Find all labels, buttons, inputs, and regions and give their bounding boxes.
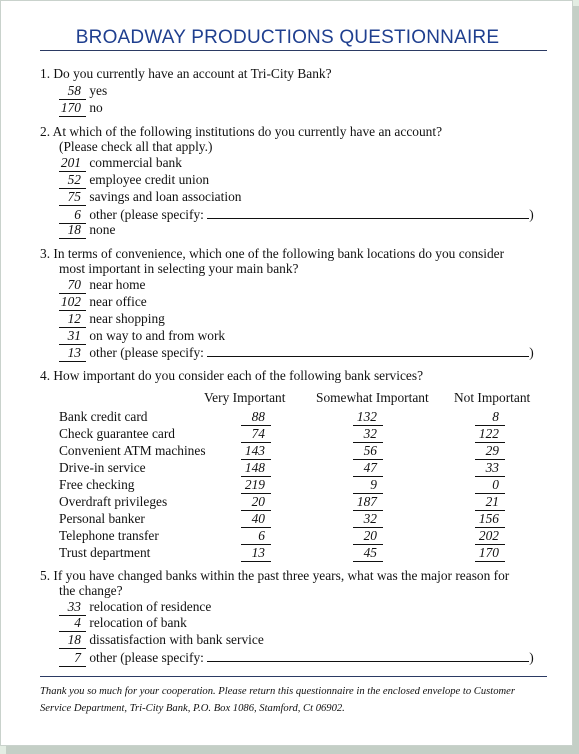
answer-count: 18 [59,222,86,239]
option-label: near home [89,277,146,292]
option-label: commercial bank [89,155,182,170]
option-label: no [89,100,103,115]
answer-count: 7 [59,650,86,667]
option-label: dissatisfaction with bank service [89,632,264,647]
service-label: Bank credit card [59,409,148,424]
rating-count: 148 [241,460,271,477]
service-label: Drive-in service [59,460,146,475]
specify-line [207,649,529,662]
rating-count: 45 [353,545,383,562]
rating-count: 40 [241,511,271,528]
service-label: Free checking [59,477,135,492]
rating-count: 0 [475,477,505,494]
answer-count: 70 [59,277,86,294]
footer-note [40,683,540,717]
q2-option [59,189,241,206]
q1-option [59,100,103,117]
q5-option [59,615,187,632]
footer-rule [40,676,547,677]
rating-count: 32 [353,426,383,443]
rating-count: 170 [475,545,505,562]
answer-count: 201 [59,155,86,172]
q3-option [59,328,225,345]
answer-count: 6 [59,207,86,224]
q2-option-other [59,206,534,224]
service-label: Convenient ATM machines [59,443,206,458]
answer-count: 4 [59,615,86,632]
service-label: Overdraft privileges [59,494,168,509]
option-label: other (please specify: [89,345,204,360]
q2-note: (Please check all that apply.) [59,139,213,154]
rating-count: 33 [475,460,505,477]
answer-count: 58 [59,83,86,100]
service-label: Telephone transfer [59,528,159,543]
rating-count: 8 [475,409,505,426]
answer-count: 102 [59,294,86,311]
option-label: yes [89,83,108,98]
answer-count: 12 [59,311,86,328]
rating-count: 187 [353,494,383,511]
q1-option [59,83,107,100]
q3-text: 3. In terms of convenience, which one of the following bank locations do you consider [40,246,505,261]
rating-count: 29 [475,443,505,460]
service-label: Personal banker [59,511,145,526]
rating-count: 156 [475,511,505,528]
service-label: Trust department [59,545,151,560]
q5-option-other [59,649,534,667]
q4-text: 4. How important do you consider each of the following bank services? [40,368,424,383]
column-header-somewhat: Somewhat Important [316,390,429,405]
specify-line [207,206,529,219]
q2-option [59,172,209,189]
option-label: savings and loan association [89,189,242,204]
option-label: other (please specify: [89,650,204,665]
rating-count: 219 [241,477,271,494]
rating-count: 47 [353,460,383,477]
rating-count: 9 [353,477,383,494]
q5-text: 5. If you have changed banks within the past three years, what was the major reason for [40,568,510,583]
answer-count: 52 [59,172,86,189]
service-label: Check guarantee card [59,426,175,441]
rating-count: 13 [241,545,271,562]
q3-option [59,294,147,311]
q3-text-cont: most important in selecting your main bank? [59,261,299,276]
rating-count: 88 [241,409,271,426]
q3-option-other [59,344,534,362]
rating-count: 143 [241,443,271,460]
option-label: employee credit union [89,172,210,187]
option-label: none [89,222,116,237]
title-rule [40,50,547,51]
column-header-not: Not Important [454,390,531,405]
option-label: other (please specify: [89,207,204,222]
option-label: near shopping [89,311,165,326]
rating-count: 6 [241,528,271,545]
rating-count: 74 [241,426,271,443]
option-label: relocation of bank [89,615,187,630]
rating-count: 122 [475,426,505,443]
option-label: relocation of residence [89,599,212,614]
answer-count: 13 [59,345,86,362]
close-paren: ) [529,650,534,665]
column-header-very: Very Important [204,390,286,405]
q5-option [59,632,264,649]
rating-count: 202 [475,528,505,545]
q3-option [59,277,146,294]
rating-count: 32 [353,511,383,528]
q2-option [59,222,115,239]
option-label: on way to and from work [89,328,226,343]
q5-text-cont: the change? [59,583,123,598]
answer-count: 170 [59,100,86,117]
rating-count: 20 [241,494,271,511]
close-paren: ) [529,345,534,360]
rating-count: 56 [353,443,383,460]
answer-count: 75 [59,189,86,206]
q2-option [59,155,182,172]
q1-text: 1. Do you currently have an account at Tri-City Bank? [40,66,332,81]
close-paren: ) [529,207,534,222]
answer-count: 31 [59,328,86,345]
answer-count: 33 [59,599,86,616]
rating-count: 132 [353,409,383,426]
q2-text: 2. At which of the following institutions do you currently have an account? [40,124,443,139]
option-label: near office [89,294,147,309]
answer-count: 18 [59,632,86,649]
q3-option [59,311,165,328]
footer-line: Thank you so much for your cooperation. Please return this questionnaire in the enclosed envelope to Customer [40,686,515,697]
rating-count: 20 [353,528,383,545]
q5-option [59,599,211,616]
rating-count: 21 [475,494,505,511]
specify-line [207,344,529,357]
page-title: BROADWAY PRODUCTIONS QUESTIONNAIRE [75,27,500,48]
footer-line: Service Department, Tri-City Bank, P.O. Box 1086, Stamford, Ct 06902. [40,703,345,714]
